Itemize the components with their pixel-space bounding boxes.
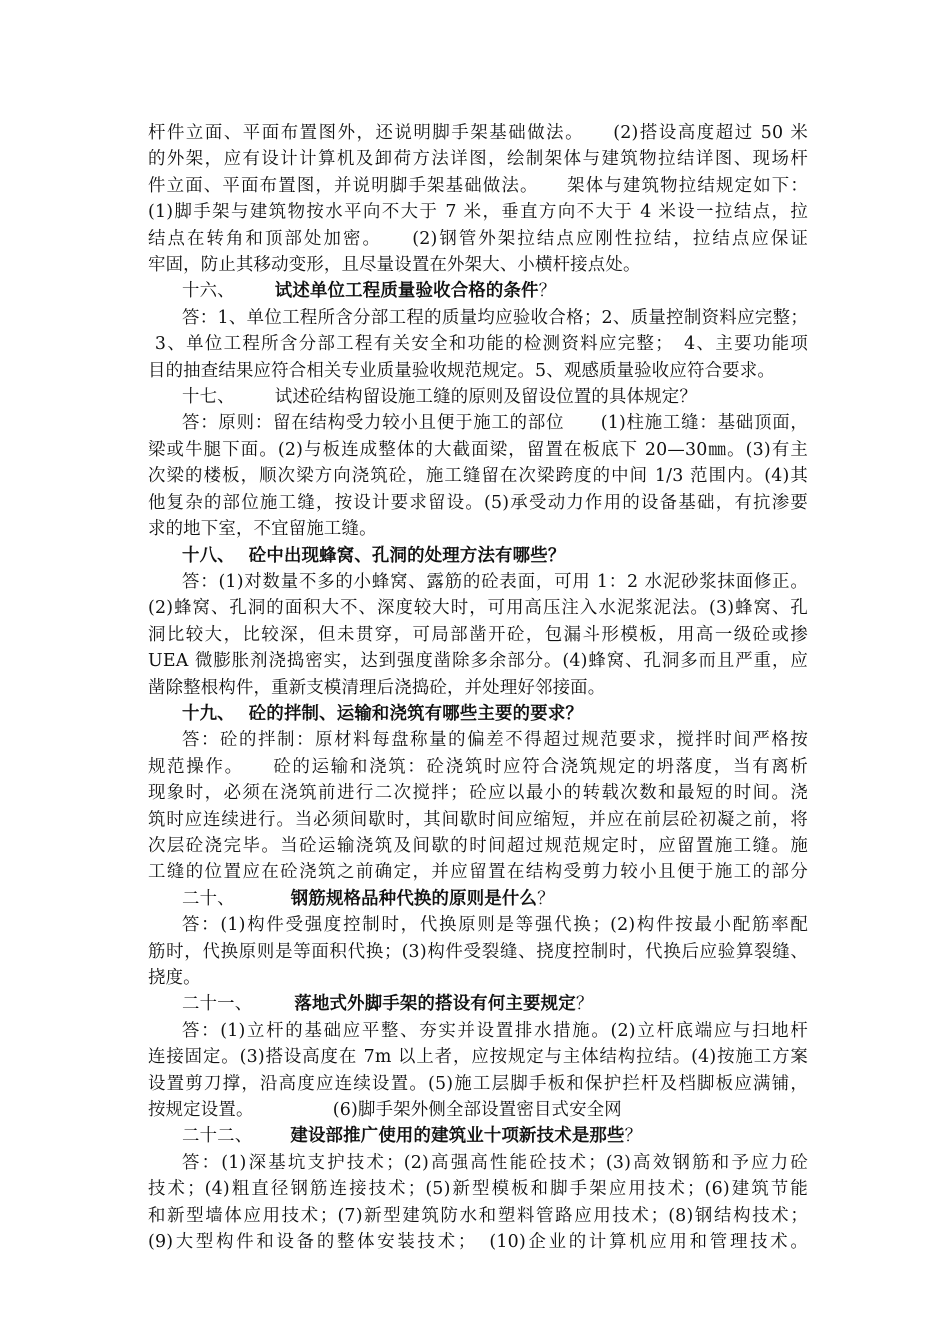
question-mark: ？ [537, 888, 555, 909]
question-heading-17 [148, 384, 808, 410]
text-line: (2)蜂窝、孔洞的面积大不、深度较大时，可用高压注入水泥浆泥法。(3)蜂窝、孔 [148, 598, 808, 619]
question-title: 钢筋规格品种代换的原则是什么 [290, 888, 538, 909]
answer-22 [148, 1150, 808, 1256]
text-line: 筋时，代换原则是等面积代换；(3)构件受裂缝、挠度控制时，代换后应验算裂缝、 [148, 941, 808, 962]
text-line: 按规定设置。 (6)脚手架外侧全部设置密目式安全网 [148, 1100, 622, 1121]
text-line: 和新型墙体应用技术；(7)新型建筑防水和塑料管路应用技术；(8)钢结构技术； [148, 1205, 808, 1226]
text-line: 凿除整根构件，重新支模清理后浇捣砼，并处理好邻接面。 [148, 677, 606, 698]
text-line: 杆件立面、平面布置图外，还说明脚手架基础做法。 (2)搭设高度超过 50 米 [148, 123, 808, 143]
question-number: 十七、 [182, 387, 235, 408]
text-line: 3、单位工程所含分部工程有关安全和功能的检测资料应完整； 4、主要功能项 [148, 334, 808, 355]
question-title: 砼的拌制、运输和浇筑有哪些主要的要求？ [248, 703, 584, 724]
document-page [148, 120, 808, 1255]
question-mark: ？ [575, 994, 594, 1015]
question-heading-16 [148, 278, 808, 304]
text-line: 现象时，必须在浇筑前进行二次搅拌；砼应以最小的转载次数和最短的时间。浇 [148, 783, 808, 804]
answer-19 [148, 727, 808, 885]
text-line: 答：(1)立杆的基础应平整、夯实并设置排水措施。(2)立杆底端应与扫地杆 [182, 1020, 808, 1041]
text-line: 件立面、平面布置图，并说明脚手架基础做法。 架体与建筑物拉结规定如下： [148, 175, 808, 196]
question-heading-22 [148, 1123, 808, 1149]
question-heading-19 [148, 701, 808, 727]
text-line: 他复杂的部位施工缝，按设计要求留设。(5)承受动力作用的设备基础，有抗渗要 [148, 492, 808, 513]
text-line: 筑时应连续进行。当必须间歇时，其间歇时间应缩短，并应在前层砼初凝之前，将 [148, 809, 808, 830]
text-line: 答：(1)构件受强度控制时，代换原则是等强代换；(2)构件按最小配筋率配 [182, 915, 808, 936]
text-line: 目的抽查结果应符合相关专业质量验收规范规定。5、观感质量验收应符合要求。 [148, 360, 775, 381]
text-line: 洞比较大，比较深，但未贯穿，可局部凿开砼，包漏斗形模板，用高一级砼或掺 [148, 624, 808, 645]
question-title: 落地式外脚手架的搭设有何主要规定 [294, 994, 576, 1015]
text-line: 答：砼的拌制：原材料每盘称量的偏差不得超过规范要求，搅拌时间严格按 [182, 730, 808, 751]
text-line: 求的地下室，不宜留施工缝。 [148, 519, 377, 540]
question-heading-21 [148, 991, 808, 1017]
text-line: 结点在转角和顶部处加密。 (2)钢管外架拉结点应刚性拉结，拉结点应保证 [148, 228, 808, 249]
question-title: 试述砼结构留设施工缝的原则及留设位置的具体规定？ [274, 387, 697, 408]
text-line: 的外架，应有设计计算机及卸荷方法详图，绘制架体与建筑物拉结详图、现场杆 [148, 149, 808, 170]
answer-20 [148, 912, 808, 991]
text-line: (9)大型构件和设备的整体安装技术； (10)企业的计算机应用和管理技术。 [148, 1232, 808, 1253]
text-line: (1)脚手架与建筑物按水平向不大于 7 米，垂直方向不大于 4 米设一拉结点，拉 [148, 202, 808, 223]
question-title: 建设部推广使用的建筑业十项新技术是那些 [290, 1126, 625, 1147]
answer-18 [148, 569, 808, 701]
answer-17 [148, 410, 808, 542]
text-line: 牢固，防止其移动变形，且尽量设置在外架大、小横杆接点处。 [148, 255, 641, 276]
text-line: 答：(1)对数量不多的小蜂窝、露筋的砼表面，可用 1：2 水泥砂浆抹面修正。 [182, 571, 808, 592]
text-line: 挠度。 [148, 968, 201, 988]
text-line: 连接固定。(3)搭设高度在 7m 以上者，应按规定与主体结构拉结。(4)按施工方案 [148, 1047, 808, 1068]
question-number: 二十一、 [182, 994, 253, 1015]
text-line: 次梁的楼板，顺次梁方向浇筑砼，施工缝留在次梁跨度的中间 1/3 范围内。(4)其 [148, 466, 808, 487]
question-number: 十八、 [182, 545, 235, 566]
text-line: 次层砼浇完毕。当砼运输浇筑及间歇的时间超过规范规定时，应留置施工缝。施 [148, 835, 808, 856]
text-line: 答：(1)深基坑支护技术；(2)高强高性能砼技术；(3)高效钢筋和予应力砼 [182, 1152, 808, 1173]
text-line: 梁或牛腿下面。(2)与板连成整体的大截面梁，留置在板底下 20—30㎜。(3)有主 [148, 439, 808, 460]
question-mark: ？ [624, 1126, 643, 1147]
question-heading-18 [148, 543, 808, 569]
question-number: 十九、 [182, 703, 235, 724]
answer-16 [148, 305, 808, 384]
intro-paragraph [148, 120, 808, 278]
text-line: UEA 微膨胀剂浇捣密实，达到强度凿除多余部分。(4)蜂窝、孔洞多而且严重，应 [148, 651, 808, 672]
question-title: 砼中出现蜂窝、孔洞的处理方法有哪些？ [248, 545, 566, 566]
answer-21 [148, 1018, 808, 1124]
text-line: 答：原则：留在结构受力较小且便于施工的部位 (1)柱施工缝：基础顶面， [182, 413, 808, 434]
question-title: 试述单位工程质量验收合格的条件 [274, 281, 539, 302]
question-number: 二十二、 [182, 1126, 253, 1147]
question-mark: ？ [538, 281, 557, 302]
text-line: 答：1、单位工程所含分部工程的质量均应验收合格；2、质量控制资料应完整； [182, 307, 808, 328]
text-line: 技术；(4)粗直径钢筋连接技术；(5)新型模板和脚手架应用技术；(6)建筑节能 [148, 1179, 808, 1200]
text-line: 规范操作。 砼的运输和浇筑：砼浇筑时应符合浇筑规定的坍落度，当有离析 [148, 756, 808, 777]
question-number: 二十、 [182, 888, 235, 909]
text-line: 设置剪刀撑，沿高度应连续设置。(5)施工层脚手板和保护拦杆及档脚板应满铺， [148, 1073, 808, 1094]
question-heading-20 [148, 886, 808, 912]
text-line: 工缝的位置应在砼浇筑之前确定，并应留置在结构受剪力较小且便于施工的部分 [148, 862, 808, 883]
question-number: 十六、 [182, 281, 235, 302]
